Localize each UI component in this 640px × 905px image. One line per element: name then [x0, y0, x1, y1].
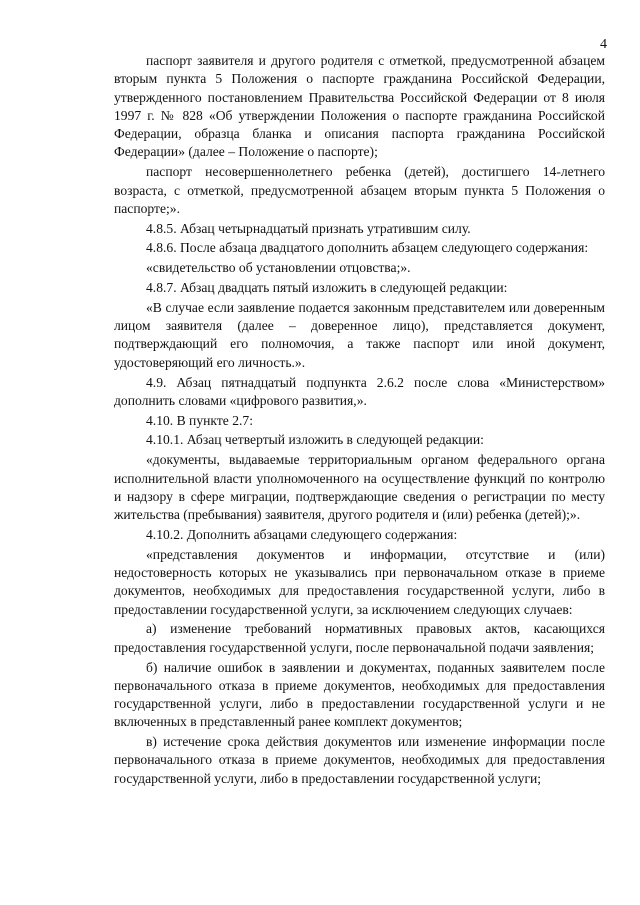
paragraph-case-a: а) изменение требований нормативных правовых актов, касающихся предоставления государственной услуги, после первоначальной подачи заявления;	[114, 621, 605, 655]
paragraph-passport-parent: паспорт заявителя и другого родителя с отметкой, предусмотренной абзацем вторым пункта 5 Положения о паспорте гражданина Российской Федерации, утвержденного постановлением Правительства Российской Федерации от 8 июля 1997 г. № 828 «Об утверждении Положения о паспорте гражданина Российской Федерации, образца бланка и описания паспорта гражданина Российской Федерации» (далее – Положение о паспорте);	[114, 53, 605, 160]
paragraph-representative: «В случае если заявление подается законным представителем или доверенным лицом заявителя (далее – доверенное лицо), представляется документ, подтверждающий его полномочия, а также паспорт или иной документ, удостоверяющий его личность.».	[114, 299, 605, 370]
paragraph-4-10-2: 4.10.2. Дополнить абзацами следующего содержания:	[146, 526, 458, 542]
paragraph-4-8-6: 4.8.6. После абзаца двадцатого дополнить абзацем следующего содержания:	[146, 240, 589, 256]
paragraph-paternity-certificate: «свидетельство об установлении отцовства;».	[146, 260, 411, 276]
paragraph-4-8-7: 4.8.7. Абзац двадцать пятый изложить в следующей редакции:	[146, 280, 508, 296]
paragraph-case-b: б) наличие ошибок в заявлении и документах, поданных заявителем после первоначального отказа в приеме документов, необходимых для предоставления государственной услуги, либо в предоставлении государственной услуги и не включенных в представленный ранее комплект документов;	[114, 659, 605, 730]
paragraph-passport-child: паспорт несовершеннолетнего ребенка (детей), достигшего 14-летнего возраста, с отметкой, предусмотренной абзацем вторым пункта 5 Положения о паспорте;».	[114, 164, 605, 216]
page-number: 4	[600, 37, 607, 52]
paragraph-4-8-5: 4.8.5. Абзац четырнадцатый признать утратившим силу.	[146, 220, 471, 236]
paragraph-migration-documents: «документы, выдаваемые территориальным органом федерального органа исполнительной власти уполномоченного на осуществление функций по контролю и надзору в сфере миграции, подтверждающие сведения о регистрации по месту жительства (пребывания) заявителя, другого родителя и (или) ребенка (детей);».	[114, 452, 605, 523]
paragraph-4-10-1: 4.10.1. Абзац четвертый изложить в следующей редакции:	[146, 432, 484, 448]
paragraph-case-c: в) истечение срока действия документов или изменение информации после первоначального отказа в приеме документов, необходимых для предоставления государственной услуги, либо в предоставлении государственной услуги;	[114, 734, 605, 786]
paragraph-4-10: 4.10. В пункте 2.7:	[146, 412, 253, 428]
paragraph-4-9: 4.9. Абзац пятнадцатый подпункта 2.6.2 после слова «Министерством» дополнить словами «цифрового развития,».	[114, 374, 605, 408]
document-body	[114, 52, 605, 788]
paragraph-document-submission: «представления документов и информации, отсутствие и (или) недостоверность которых не указывались при первоначальном отказе в приеме документов, необходимых для предоставления государственной услуги, либо в предоставлении государственной услуги, за исключением следующих случаев:	[114, 546, 605, 617]
